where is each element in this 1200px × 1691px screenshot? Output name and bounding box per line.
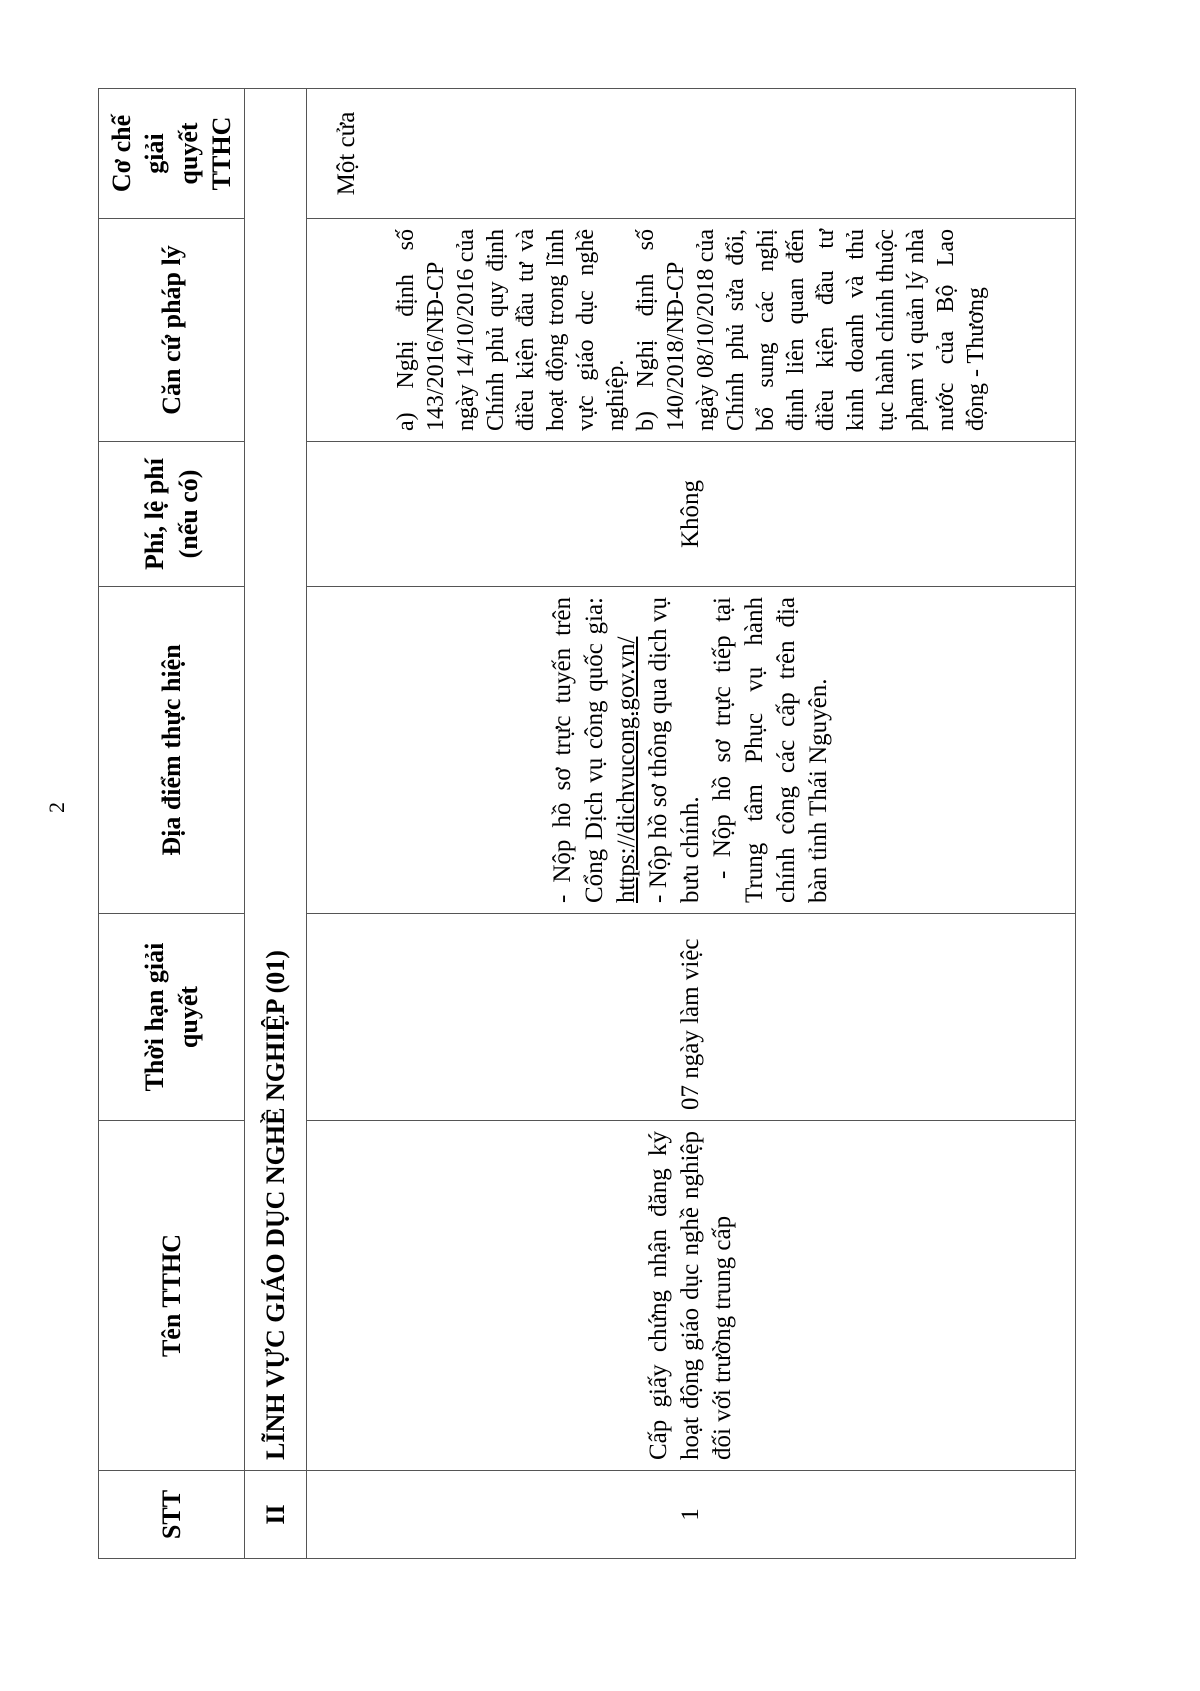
row-stt: 1 bbox=[307, 1471, 1076, 1559]
dia-diem-online bbox=[547, 597, 643, 903]
can-cu-b: b) Nghị định số 140/2018/NĐ-CP ngày 08/10/2018 của Chính phủ sửa đổi, bổ sung các nghị định liên quan đến điều kiện đầu tư kinh doanh và thủ tục hành chính thuộc phạm vi quản lý nhà nước của Bộ Lao động - Thương bbox=[633, 229, 990, 431]
header-stt: STT bbox=[99, 1471, 245, 1559]
row-thoi-han: 07 ngày làm việc bbox=[307, 914, 1076, 1121]
dia-diem-direct: - Nộp hồ sơ trực tiếp tại Trung tâm Phục vụ hành chính công các cấp trên địa bàn tỉnh Thái Nguyên. bbox=[709, 597, 833, 903]
page-number: 2 bbox=[44, 802, 69, 813]
row-co-che: Một cửa bbox=[307, 89, 1076, 219]
procedures-table bbox=[98, 88, 1076, 1559]
group-title: LĨNH VỰC GIÁO DỤC NGHỀ NGHIỆP (01) bbox=[245, 89, 307, 1471]
header-ten-tthc: Tên TTHC bbox=[99, 1121, 245, 1471]
row-phi-le-phi: Không bbox=[307, 442, 1076, 587]
table-row bbox=[307, 89, 1076, 1559]
header-co-che: Cơ chế giải quyết TTHC bbox=[99, 89, 245, 219]
header-dia-diem: Địa điểm thực hiện bbox=[99, 587, 245, 914]
rotated-sheet bbox=[98, 89, 1076, 1559]
dia-diem-postal: - Nộp hồ sơ thông qua dịch vụ bưu chính. bbox=[645, 597, 705, 903]
header-thoi-han: Thời hạn giải quyết bbox=[99, 914, 245, 1121]
row-ten-tthc: Cấp giấy chứng nhận đăng ký hoạt động giáo dục nghề nghiệp đối với trường trung cấp bbox=[307, 1121, 1076, 1471]
group-row bbox=[245, 89, 307, 1559]
row-can-cu bbox=[307, 219, 1076, 442]
header-phi-le-phi: Phí, lệ phí (nếu có) bbox=[99, 442, 245, 587]
header-can-cu: Căn cứ pháp lý bbox=[99, 219, 245, 442]
dichvucong-link[interactable]: https://dichvucong.gov.vn/ bbox=[613, 636, 641, 903]
table-header-row bbox=[99, 89, 245, 1559]
dia-diem-online-text: - Nộp hồ sơ trực tuyến trên Cổng Dịch vụ công quốc gia: bbox=[549, 597, 609, 903]
group-stt: II bbox=[245, 1471, 307, 1559]
can-cu-a: a) Nghị định số 143/2016/NĐ-CP ngày 14/10/2016 của Chính phủ quy định điều kiện đầu tư và hoạt động trong lĩnh vực giáo dục nghề nghiệp. bbox=[393, 229, 630, 431]
row-dia-diem bbox=[307, 587, 1076, 914]
